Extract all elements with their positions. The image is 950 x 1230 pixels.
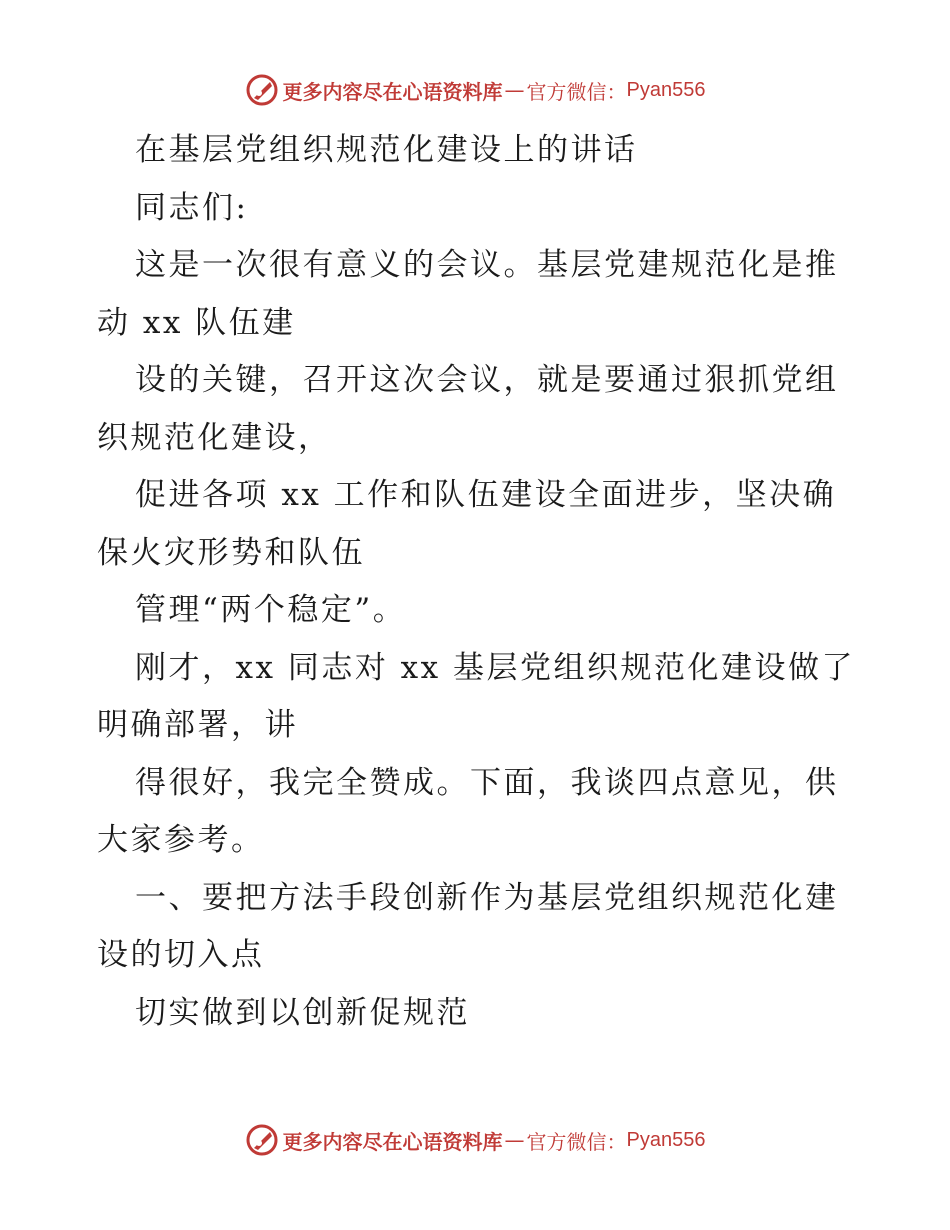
watermark-separator: — <box>504 78 525 102</box>
text-line: 保火灾形势和队伍 <box>97 534 365 571</box>
text-line: 切实做到以创新促规范 <box>135 994 470 1031</box>
text-line: 促进各项 xx 工作和队伍建设全面进步，坚决确 <box>135 477 837 513</box>
footer-watermark <box>0 1120 950 1160</box>
salutation: 同志们: <box>135 189 249 226</box>
section-heading-line: 一、要把方法手段创新作为基层党组织规范化建 <box>135 879 839 916</box>
doc-title: 在基层党组织规范化建设上的讲话 <box>135 132 638 168</box>
text-line: 刚才，xx 同志对 xx 基层党组织规范化建设做了 <box>135 649 855 686</box>
watermark-sub-text: 官方微信： <box>526 79 627 104</box>
text-line: 得很好，我完全赞成。下面，我谈四点意见，供 <box>135 764 839 801</box>
text-line: 管理“两个稳定”。 <box>135 592 407 628</box>
text-line: 这是一次很有意义的会议。基层党建规范化是推 <box>135 247 839 283</box>
text-line: 大家参考。 <box>97 822 265 858</box>
watermark-account: Pyan556 <box>626 78 706 101</box>
text-line: 明确部署，讲 <box>97 707 298 743</box>
text-line: 织规范化建设， <box>97 419 332 456</box>
watermark-separator: — <box>504 1128 525 1152</box>
text-line: 动 xx 队伍建 <box>97 304 296 341</box>
watermark-sub-text: 官方微信： <box>526 1129 627 1154</box>
section-heading-line: 设的切入点 <box>97 937 265 973</box>
text-line: 设的关键，召开这次会议，就是要通过狠抓党组 <box>135 362 839 398</box>
quill-logo-icon <box>245 1123 279 1157</box>
watermark-main-text: 更多内容尽在心语资料库 <box>282 1129 503 1154</box>
document-body <box>97 122 857 1042</box>
header-watermark <box>0 70 950 110</box>
quill-logo-icon <box>245 73 279 107</box>
watermark-main-text: 更多内容尽在心语资料库 <box>282 79 503 104</box>
watermark-account: Pyan556 <box>626 1128 706 1151</box>
